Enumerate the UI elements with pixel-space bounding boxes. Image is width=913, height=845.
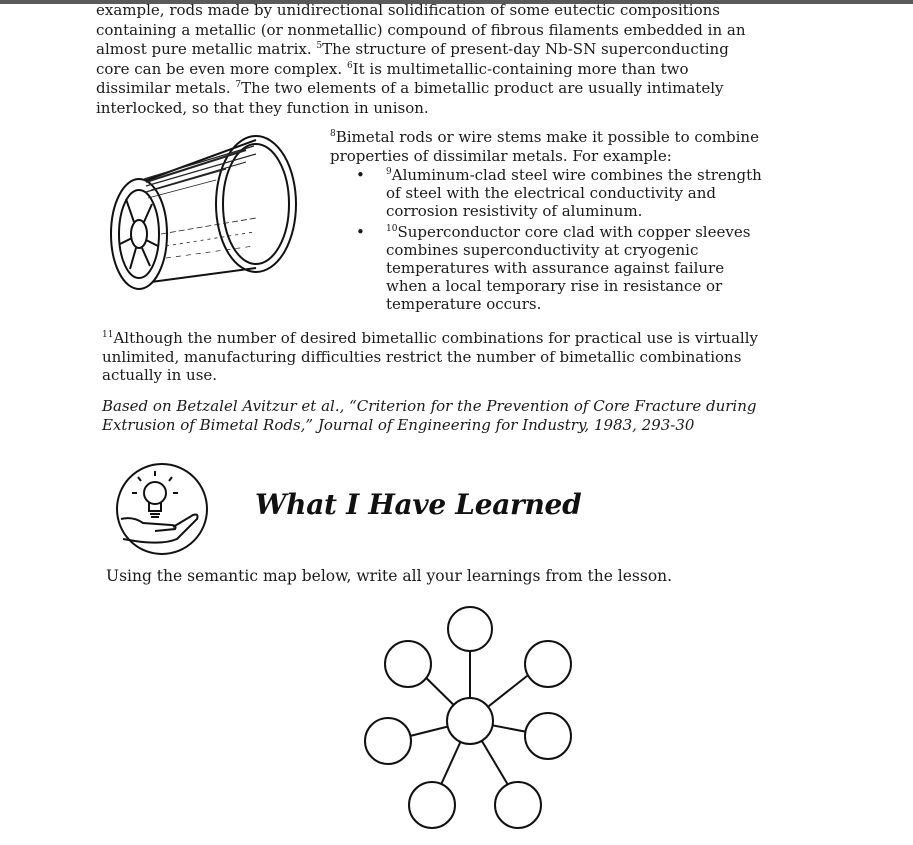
map-node-right[interactable]	[525, 713, 571, 759]
list-item-text: when a local temporary rise in resistance or	[386, 277, 723, 296]
bullet-icon: •	[356, 222, 365, 241]
wire-spool-illustration	[106, 134, 306, 319]
list-item-line-combined	[386, 223, 770, 241]
list-item-text: of steel with the electrical conductivity and	[386, 184, 717, 203]
map-node-center[interactable]	[447, 698, 493, 744]
list-item-text: Aluminum-clad steel wire combines the strength	[391, 166, 762, 184]
sentence-number: 7	[235, 80, 242, 91]
sentence-6-end: dissimilar metals.	[96, 79, 231, 98]
sentence-6-start: It is multimetallic-containing more than two	[352, 59, 689, 78]
list-item-text: Superconductor core clad with copper sleeves	[397, 222, 751, 241]
map-node-lower-right[interactable]	[495, 782, 541, 828]
section-heading: What I Have Learned	[255, 488, 582, 521]
list-item-text: temperature occurs.	[386, 295, 542, 314]
list-item	[330, 166, 770, 221]
paragraph-line: unlimited, manufacturing difficulties restrict the number of bimetallic combinations	[102, 347, 742, 366]
sentence-number: 9	[386, 167, 392, 177]
sentence-5-start: The structure of present-day Nb-SN superconducting	[322, 40, 729, 59]
list-item-text: combines superconductivity at cryogenic	[386, 240, 699, 259]
sentence-number: 8	[330, 129, 336, 139]
paragraph-line-combined	[330, 128, 760, 147]
bullet-icon: •	[356, 166, 365, 184]
map-node-upper-left[interactable]	[385, 641, 431, 687]
lightbulb-hand-icon	[113, 461, 211, 557]
citation-line: Extrusion of Bimetal Rods,” Journal of Engineering for Industry, 1983, 293-30	[102, 416, 695, 434]
map-node-top[interactable]	[448, 607, 492, 651]
paragraph-line-combined	[96, 60, 782, 80]
bullet-list	[330, 166, 770, 316]
instruction-text: Using the semantic map below, write all your learnings from the lesson.	[106, 567, 673, 585]
paragraph-line: containing a metallic (or nonmetallic) compound of fibrous filaments embedded in an	[96, 20, 746, 39]
sentence-8-start: Bimetal rods or wire stems make it possible to combine	[335, 128, 759, 146]
map-node-upper-right[interactable]	[525, 641, 571, 687]
sentence-number: 10	[386, 223, 398, 234]
sentence-4-end: almost pure metallic matrix.	[96, 40, 312, 59]
sentence-number: 5	[316, 41, 323, 52]
paragraph-line: properties of dissimilar metals. For example:	[330, 146, 672, 165]
citation-line: Based on Betzalel Avitzur et al., “Criterion for the Prevention of Core Fracture during	[102, 397, 757, 415]
paragraph-line-combined	[96, 79, 782, 99]
passage-paragraph-3	[102, 329, 766, 385]
paragraph-line-combined	[96, 40, 782, 60]
sentence-number: 6	[346, 60, 353, 71]
list-item-text: corrosion resistivity of aluminum.	[386, 202, 643, 221]
paragraph-line: example, rods made by unidirectional solidification of some eutectic compositions	[96, 1, 720, 19]
list-item-line-combined	[386, 166, 770, 184]
map-node-left[interactable]	[365, 718, 411, 764]
sentence-number: 11	[102, 330, 114, 340]
sentence-5-end: core can be even more complex.	[96, 59, 343, 78]
paragraph-line: actually in use.	[102, 366, 218, 384]
sentence-7-start: The two elements of a bimetallic product are usually intimately	[241, 79, 724, 98]
passage-paragraph-2	[330, 128, 760, 165]
paragraph-line-combined	[102, 329, 766, 348]
map-node-lower-left[interactable]	[409, 782, 455, 828]
list-item	[330, 223, 770, 314]
sentence-11-start: Although the number of desired bimetallic combinations for practical use is virtually	[113, 329, 758, 347]
passage-paragraph-1	[96, 1, 782, 119]
paragraph-line: interlocked, so that they function in unison.	[96, 98, 429, 117]
list-item-text: temperatures with assurance against failure	[386, 259, 725, 278]
citation	[102, 397, 772, 435]
semantic-map	[360, 602, 580, 837]
